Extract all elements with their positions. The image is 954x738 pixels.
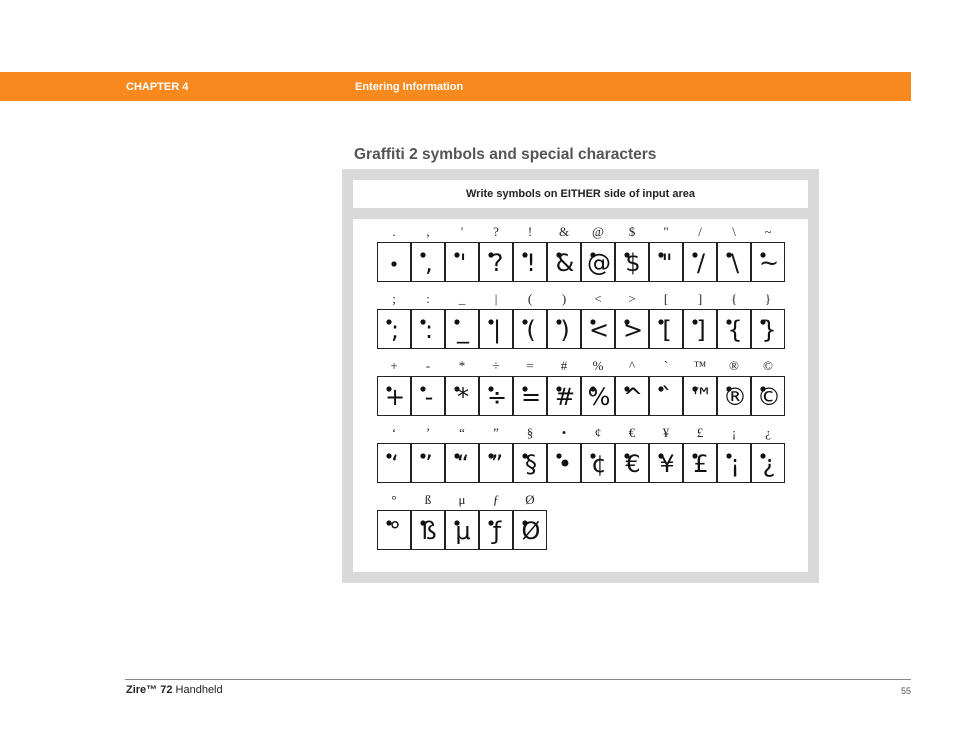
stroke-shape: Ø	[521, 517, 541, 545]
chapter-title: Entering Information	[355, 81, 464, 93]
inverted-question-stroke-icon	[752, 444, 784, 482]
symbol-cell	[513, 376, 547, 416]
symbol-label: <	[594, 291, 602, 306]
inverted-exclamation-stroke-icon	[718, 444, 750, 482]
symbol-cell	[445, 242, 479, 282]
symbol-label: •	[561, 425, 567, 440]
symbol-cell	[479, 376, 513, 416]
symbol-label: &	[558, 224, 570, 239]
close-brace-stroke-icon	[752, 310, 784, 348]
footer-divider	[125, 679, 911, 680]
stroke-shape: ~	[758, 249, 780, 277]
stroke-shape: &	[555, 249, 575, 277]
left-single-quote-stroke-icon	[378, 444, 410, 482]
symbol-cell	[581, 376, 615, 416]
symbol-cell	[615, 376, 649, 416]
symbol-label: #	[560, 358, 568, 373]
plus-stroke-icon	[378, 377, 410, 415]
stroke-shape: =	[520, 383, 542, 411]
symbol-label: `	[663, 358, 669, 373]
footer-product-name: Zire™ 72	[126, 684, 173, 696]
stroke-shape: ¿	[762, 450, 776, 478]
yen-stroke-icon	[650, 444, 682, 482]
panel-heading: Write symbols on EITHER side of input area	[353, 180, 808, 208]
semicolon-stroke-icon	[378, 310, 410, 348]
stroke-shape: (	[526, 316, 536, 344]
symbol-cell	[717, 309, 751, 349]
symbol-cell	[377, 443, 411, 483]
symbol-label: )	[561, 291, 567, 306]
stroke-shape: ¥	[659, 450, 675, 478]
footer-product-suffix: Handheld	[172, 684, 223, 696]
symbol-label: §	[526, 425, 534, 440]
stroke-shape: @	[587, 249, 611, 277]
symbol-cell	[479, 510, 513, 550]
symbol-label: “	[459, 425, 465, 440]
symbol-cell	[615, 443, 649, 483]
symbol-cell	[377, 309, 411, 349]
stroke-shape: $	[625, 249, 641, 277]
symbol-label: £	[696, 425, 704, 440]
stroke-shape: |	[492, 316, 502, 344]
symbol-label: -	[425, 358, 431, 373]
stroke-shape: )	[560, 316, 570, 344]
stroke-start-dot	[391, 261, 396, 266]
open-paren-stroke-icon	[514, 310, 546, 348]
dot-stroke-icon	[378, 243, 410, 281]
symbol-label: ]	[697, 291, 703, 306]
symbol-label: ¥	[662, 425, 670, 440]
symbol-label: @	[592, 224, 604, 239]
backslash-stroke-icon	[718, 243, 750, 281]
symbol-label: €	[628, 425, 636, 440]
stroke-shape: ©	[757, 383, 781, 411]
stroke-shape: °	[389, 517, 401, 545]
stroke-shape: ”	[490, 450, 504, 478]
footer-product	[126, 684, 223, 696]
backtick-stroke-icon	[650, 377, 682, 415]
stroke-shape: ¡	[730, 450, 740, 478]
stroke-shape: }	[761, 316, 777, 344]
symbol-label: |	[494, 291, 498, 306]
close-paren-stroke-icon	[548, 310, 580, 348]
symbol-cell	[445, 443, 479, 483]
symbol-label: .	[392, 224, 396, 239]
stroke-shape: ,	[425, 249, 433, 277]
symbol-cell	[649, 443, 683, 483]
open-bracket-stroke-icon	[650, 310, 682, 348]
symbol-label: $	[628, 224, 636, 239]
stroke-shape: #	[554, 383, 576, 411]
section-title: Graffiti 2 symbols and special characters	[354, 146, 657, 163]
symbol-cell	[411, 443, 445, 483]
florin-stroke-icon	[480, 511, 512, 549]
stroke-shape: ^	[622, 383, 644, 411]
equals-stroke-icon	[514, 377, 546, 415]
stroke-shape: ;	[390, 316, 400, 344]
percent-stroke-icon	[582, 377, 614, 415]
symbol-cell	[717, 443, 751, 483]
symbol-cell	[479, 242, 513, 282]
symbol-label: ƒ	[492, 492, 500, 507]
symbol-label: ,	[426, 224, 430, 239]
symbol-cell	[445, 309, 479, 349]
stroke-shape: <	[588, 316, 610, 344]
symbol-label: "	[663, 224, 669, 239]
slash-stroke-icon	[684, 243, 716, 281]
stroke-shape: [	[662, 316, 672, 344]
symbol-label: ™	[693, 358, 707, 373]
slashed-o-stroke-icon	[514, 511, 546, 549]
symbol-cell	[649, 309, 683, 349]
symbol-label: *	[458, 358, 466, 373]
symbol-cell	[479, 443, 513, 483]
trademark-stroke-icon	[684, 377, 716, 415]
stroke-shape: ß	[421, 517, 437, 545]
stroke-shape: "	[661, 249, 673, 277]
symbol-cell	[445, 510, 479, 550]
stroke-shape: •	[557, 450, 573, 478]
symbol-label: ®	[729, 358, 739, 373]
stroke-shape: ƒ	[492, 517, 502, 545]
close-bracket-stroke-icon	[684, 310, 716, 348]
hash-stroke-icon	[548, 377, 580, 415]
ampersand-stroke-icon	[548, 243, 580, 281]
stroke-shape: ÷	[486, 383, 508, 411]
symbol-label: °	[391, 492, 397, 507]
symbol-label: ‘	[391, 425, 397, 440]
symbol-cell	[615, 309, 649, 349]
symbol-cell	[547, 443, 581, 483]
symbol-cell	[377, 510, 411, 550]
stroke-shape: {	[727, 316, 743, 344]
symbol-label: >	[628, 291, 636, 306]
copyright-stroke-icon	[752, 377, 784, 415]
symbol-cell	[649, 242, 683, 282]
caret-stroke-icon	[616, 377, 648, 415]
stroke-shape: :	[424, 316, 434, 344]
symbol-label: :	[426, 291, 430, 306]
symbol-cell	[581, 242, 615, 282]
symbol-cell	[547, 242, 581, 282]
symbol-cell	[581, 309, 615, 349]
degree-stroke-icon	[378, 511, 410, 549]
symbol-label: =	[526, 358, 534, 373]
stroke-shape: ?	[490, 249, 504, 277]
chapter-label: CHAPTER 4	[126, 81, 189, 93]
symbol-cell	[751, 443, 785, 483]
dollar-stroke-icon	[616, 243, 648, 281]
symbol-cell	[411, 309, 445, 349]
stroke-shape: -	[424, 383, 434, 411]
stroke-shape: %	[587, 383, 611, 411]
symbol-cell	[513, 510, 547, 550]
symbol-cell	[445, 376, 479, 416]
divide-stroke-icon	[480, 377, 512, 415]
symbol-label: ?	[493, 224, 499, 239]
symbol-label: ß	[424, 492, 432, 507]
open-brace-stroke-icon	[718, 310, 750, 348]
greater-than-stroke-icon	[616, 310, 648, 348]
symbol-cell	[751, 242, 785, 282]
bullet-stroke-icon	[548, 444, 580, 482]
symbol-cell	[411, 376, 445, 416]
symbol-label: }	[764, 291, 772, 306]
euro-stroke-icon	[616, 444, 648, 482]
quote-stroke-icon	[650, 243, 682, 281]
symbol-cell	[513, 242, 547, 282]
stroke-shape: μ	[455, 517, 471, 545]
symbol-label: +	[390, 358, 398, 373]
chapter-header-bar	[0, 72, 911, 101]
symbol-label: _	[458, 291, 466, 306]
stroke-shape: \	[730, 249, 740, 277]
symbol-cell	[683, 242, 717, 282]
symbol-label: ’	[425, 425, 431, 440]
underscore-stroke-icon	[446, 310, 478, 348]
minus-stroke-icon	[412, 377, 444, 415]
question-stroke-icon	[480, 243, 512, 281]
symbol-cell	[683, 443, 717, 483]
pipe-stroke-icon	[480, 310, 512, 348]
stroke-shape: ‘	[391, 450, 399, 478]
page-number: 55	[900, 686, 911, 696]
pound-stroke-icon	[684, 444, 716, 482]
symbol-label: ^	[628, 358, 636, 373]
eszett-stroke-icon	[412, 511, 444, 549]
symbol-cell	[513, 443, 547, 483]
less-than-stroke-icon	[582, 310, 614, 348]
right-double-quote-stroke-icon	[480, 444, 512, 482]
symbol-cell	[411, 510, 445, 550]
right-single-quote-stroke-icon	[412, 444, 444, 482]
symbol-label: ¡	[731, 425, 737, 440]
symbol-label: [	[663, 291, 669, 306]
symbol-cell	[377, 376, 411, 416]
stroke-shape: §	[525, 450, 537, 478]
stroke-shape: ¢	[591, 450, 607, 478]
stroke-shape: /	[696, 249, 706, 277]
symbol-label: (	[527, 291, 533, 306]
symbol-label: {	[730, 291, 738, 306]
registered-stroke-icon	[718, 377, 750, 415]
symbol-label: ©	[763, 358, 773, 373]
stroke-shape: €	[625, 450, 641, 478]
tilde-stroke-icon	[752, 243, 784, 281]
symbol-label: ¿	[765, 425, 771, 440]
colon-stroke-icon	[412, 310, 444, 348]
symbol-cell	[683, 309, 717, 349]
symbol-label: %	[592, 358, 604, 373]
symbol-cell	[683, 376, 717, 416]
symbol-label: /	[698, 224, 702, 239]
symbol-cell	[615, 242, 649, 282]
stroke-shape: +	[384, 383, 406, 411]
symbol-label: ”	[493, 425, 499, 440]
symbol-cell	[717, 376, 751, 416]
symbol-cell	[751, 309, 785, 349]
symbol-label: '	[460, 224, 464, 239]
apostrophe-stroke-icon	[446, 243, 478, 281]
symbol-label: ;	[392, 291, 396, 306]
symbol-label: ÷	[492, 358, 500, 373]
exclamation-stroke-icon	[514, 243, 546, 281]
symbol-grid	[353, 219, 808, 572]
stroke-shape: £	[693, 450, 709, 478]
symbol-cell	[717, 242, 751, 282]
symbol-cell	[581, 443, 615, 483]
symbol-cell	[547, 309, 581, 349]
comma-stroke-icon	[412, 243, 444, 281]
symbol-label: ¢	[594, 425, 602, 440]
asterisk-stroke-icon	[446, 377, 478, 415]
stroke-shape: *	[457, 383, 469, 411]
stroke-shape: ®	[723, 383, 747, 411]
stroke-shape: !	[526, 249, 536, 277]
symbol-label: ~	[764, 224, 772, 239]
stroke-shape: '	[459, 249, 467, 277]
at-stroke-icon	[582, 243, 614, 281]
stroke-shape: ’	[425, 450, 433, 478]
symbol-cell	[751, 376, 785, 416]
symbol-cell	[547, 376, 581, 416]
stroke-shape: `	[661, 383, 673, 411]
section-stroke-icon	[514, 444, 546, 482]
symbol-label: Ø	[525, 492, 535, 507]
symbol-cell	[649, 376, 683, 416]
stroke-shape: _	[457, 316, 469, 344]
symbol-label: μ	[458, 492, 466, 507]
stroke-shape: >	[622, 316, 644, 344]
symbol-cell	[479, 309, 513, 349]
mu-stroke-icon	[446, 511, 478, 549]
symbol-cell	[411, 242, 445, 282]
left-double-quote-stroke-icon	[446, 444, 478, 482]
symbol-label: \	[732, 224, 736, 239]
symbol-cell	[513, 309, 547, 349]
stroke-shape: ]	[696, 316, 706, 344]
cent-stroke-icon	[582, 444, 614, 482]
symbol-label: !	[527, 224, 533, 239]
stroke-shape: ™	[689, 383, 713, 411]
stroke-shape: “	[456, 450, 470, 478]
symbol-cell	[377, 242, 411, 282]
